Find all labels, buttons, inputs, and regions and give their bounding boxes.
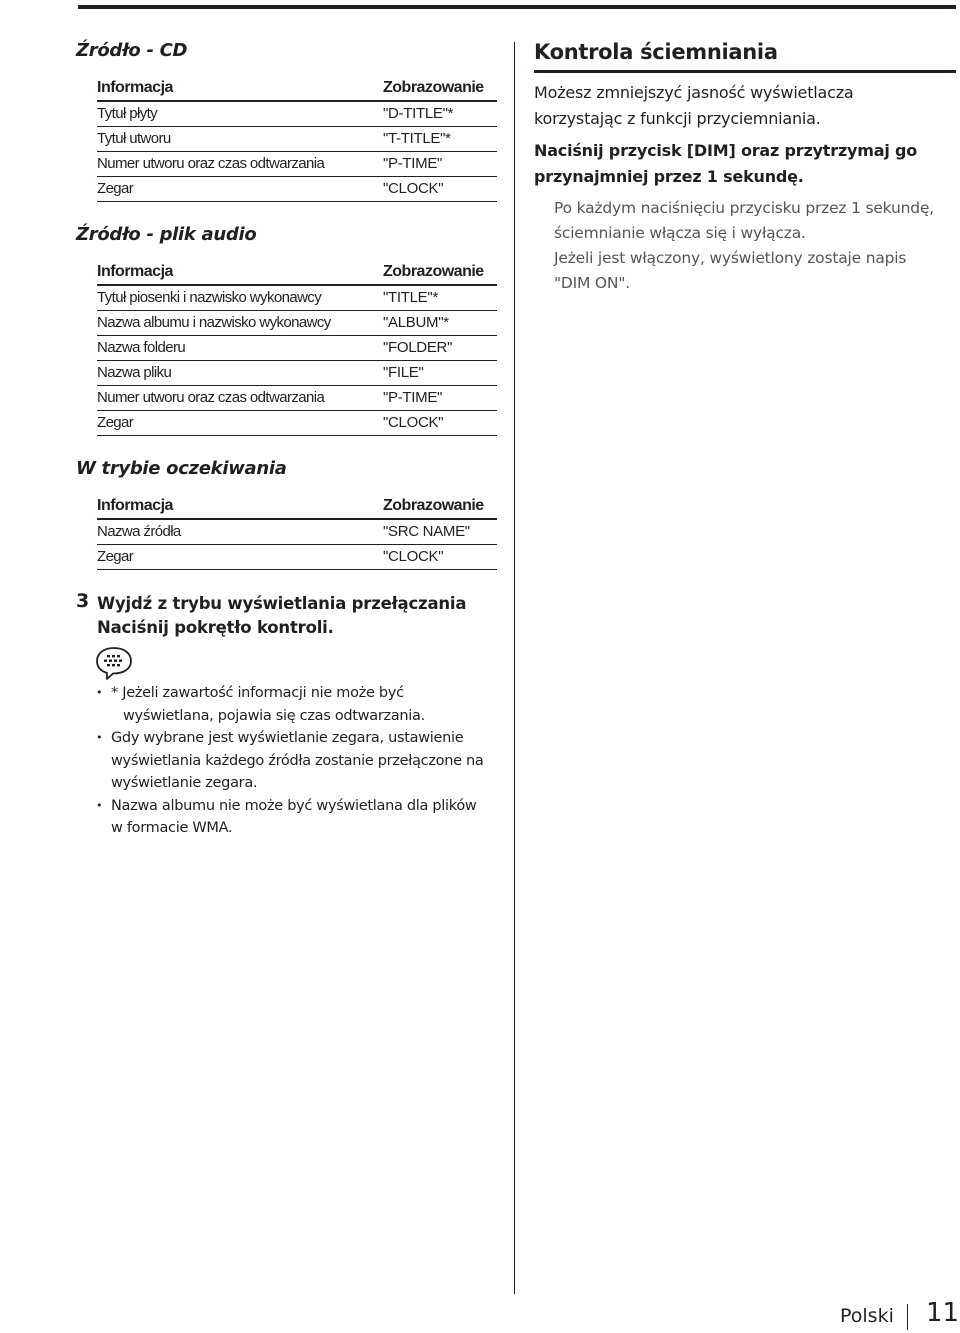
note-line: wyświetlania każdego źródła zostanie przełączone na <box>111 752 484 769</box>
footer-language: Polski <box>840 1305 894 1327</box>
display-cell: "TITLE"* <box>383 285 497 311</box>
step-instruction: Naciśnij pokrętło kontroli. <box>97 618 334 637</box>
section-title-standby: W trybie oczekiwania <box>76 458 287 479</box>
dimmer-instruction-line: Naciśnij przycisk [DIM] oraz przytrzymaj go <box>534 141 918 160</box>
display-cell: "ALBUM"* <box>383 311 497 336</box>
display-cell: "P-TIME" <box>383 152 497 177</box>
table-header-row <box>97 76 497 101</box>
note-item <box>96 682 506 727</box>
note-line: • Nazwa albumu nie może być wyświetlana dla plików <box>111 797 477 814</box>
display-cell: "CLOCK" <box>383 411 497 436</box>
display-cell: "P-TIME" <box>383 386 497 411</box>
column-header-display: Zobrazowanie <box>383 76 497 101</box>
dimmer-detail-line: "DIM ON". <box>554 274 630 292</box>
table-row <box>97 361 497 386</box>
info-cell: Zegar <box>97 545 383 570</box>
dimmer-control-title: Kontrola ściemniania <box>534 40 778 64</box>
display-cell: "T-TITLE"* <box>383 127 497 152</box>
table-row <box>97 519 497 545</box>
section-title-cd: Źródło - CD <box>76 40 188 61</box>
column-header-display: Zobrazowanie <box>383 260 497 285</box>
page-number: 11 <box>926 1298 960 1328</box>
note-item <box>96 795 506 840</box>
table-row <box>97 545 497 570</box>
info-cell: Zegar <box>97 177 383 202</box>
display-cell: "FOLDER" <box>383 336 497 361</box>
info-cell: Nazwa źródła <box>97 519 383 545</box>
notes-list <box>96 682 506 840</box>
dimmer-detail-line: Jeżeli jest włączony, wyświetlony zostaje napis <box>554 249 907 267</box>
note-line: wyświetlana, pojawia się czas odtwarzania. <box>123 707 425 724</box>
dimmer-intro-line: Możesz zmniejszyć jasność wyświetlacza <box>534 83 854 102</box>
table-row <box>97 386 497 411</box>
table-header-row <box>97 494 497 519</box>
column-header-info: Informacja <box>97 494 383 519</box>
note-line: • * Jeżeli zawartość informacji nie może być <box>111 685 404 701</box>
dimmer-detail-line: Po każdym naciśnięciu przycisku przez 1 sekundę, <box>554 199 934 217</box>
footer-separator <box>907 1304 908 1330</box>
table-row <box>97 127 497 152</box>
table-row <box>97 101 497 127</box>
dimmer-instruction-line: przynajmniej przez 1 sekundę. <box>534 167 804 186</box>
top-rule <box>78 5 956 9</box>
table-header-row <box>97 260 497 285</box>
section-title-audio-file: Źródło - plik audio <box>76 224 257 245</box>
table-row <box>97 177 497 202</box>
column-header-info: Informacja <box>97 76 383 101</box>
info-cell: Numer utworu oraz czas odtwarzania <box>97 386 383 411</box>
table-row <box>97 411 497 436</box>
info-cell: Numer utworu oraz czas odtwarzania <box>97 152 383 177</box>
info-cell: Tytuł piosenki i nazwisko wykonawcy <box>97 285 383 311</box>
display-cell: "FILE" <box>383 361 497 386</box>
display-cell: "CLOCK" <box>383 545 497 570</box>
note-item <box>96 727 506 795</box>
note-speech-bubble-icon <box>95 645 133 681</box>
column-header-display: Zobrazowanie <box>383 494 497 519</box>
display-cell: "D-TITLE"* <box>383 101 497 127</box>
dimmer-detail-line: ściemnianie włącza się i wyłącza. <box>554 224 806 242</box>
table-row <box>97 152 497 177</box>
step-title: Wyjdź z trybu wyświetlania przełączania <box>97 594 467 613</box>
table-row <box>97 336 497 361</box>
display-cell: "SRC NAME" <box>383 519 497 545</box>
info-cell: Tytuł płyty <box>97 101 383 127</box>
title-rule <box>534 70 956 73</box>
info-table-cd <box>97 76 497 202</box>
info-cell: Nazwa pliku <box>97 361 383 386</box>
note-line: w formacie WMA. <box>111 820 233 836</box>
display-cell: "CLOCK" <box>383 177 497 202</box>
note-line: wyświetlanie zegara. <box>111 775 258 791</box>
info-cell: Zegar <box>97 411 383 436</box>
dimmer-intro-line: korzystając z funkcji przyciemniania. <box>534 109 821 128</box>
info-table-standby <box>97 494 497 570</box>
table-row <box>97 285 497 311</box>
info-table-audio-file <box>97 260 497 436</box>
column-divider <box>514 42 515 1294</box>
table-row <box>97 311 497 336</box>
info-cell: Tytuł utworu <box>97 127 383 152</box>
column-header-info: Informacja <box>97 260 383 285</box>
info-cell: Nazwa albumu i nazwisko wykonawcy <box>97 311 383 336</box>
note-line: • Gdy wybrane jest wyświetlanie zegara, ustawienie <box>111 730 464 746</box>
step-number: 3 <box>76 590 90 612</box>
info-cell: Nazwa folderu <box>97 336 383 361</box>
